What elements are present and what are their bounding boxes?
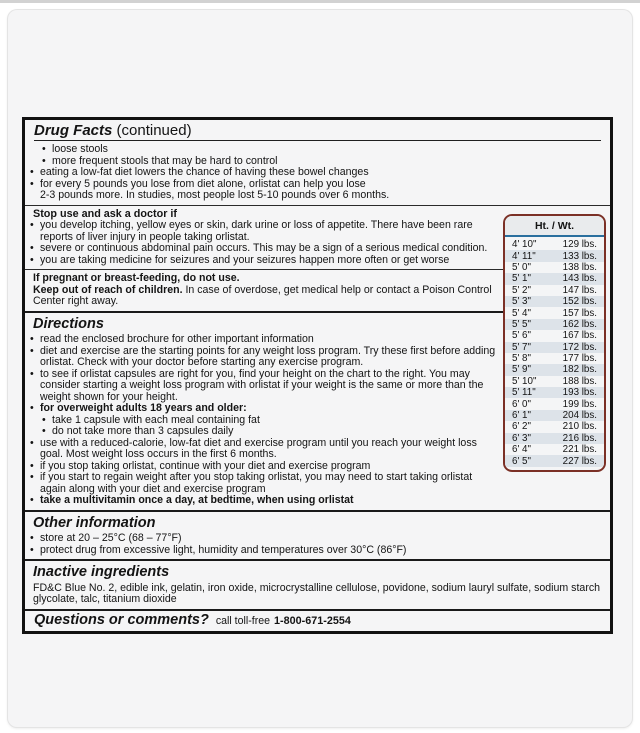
toll-free-text: call toll-free: [215, 614, 271, 627]
bullet-list: [30, 144, 605, 202]
list-item: • take 1 capsule with each meal containing fat: [42, 413, 260, 426]
questions-heading: Questions or comments?: [34, 611, 209, 628]
height-cell: 6' 3": [512, 432, 531, 444]
height-cell: 5' 4": [512, 307, 531, 319]
drug-facts-header: [25, 120, 610, 140]
weight-cell: 152 lbs.: [562, 296, 597, 308]
table-row: [505, 455, 604, 466]
bullet-list: [30, 533, 605, 556]
weight-cell: 177 lbs.: [562, 353, 597, 365]
table-row: [505, 353, 604, 364]
list-item: • for every 5 pounds you lose from diet alone, orlistat can help you lose: [30, 177, 366, 190]
weight-cell: 182 lbs.: [562, 364, 597, 376]
other-information-heading: Other information: [33, 514, 156, 531]
inactive-ingredients-text: FD&C Blue No. 2, edible ink, gelatin, iron oxide, microcrystalline cellulose, povidone, sodium lauryl sulfate, sodium starch glycolate, talc, titanium dioxide: [33, 581, 601, 605]
list-item: • severe or continuous abdominal pain occurs. This may be a sign of a serious medical condition.: [30, 242, 488, 254]
height-weight-chart-header: Ht. / Wt.: [505, 216, 604, 237]
table-row: [505, 444, 604, 455]
table-row: [505, 296, 604, 307]
list-item: • if you start to regain weight after you stop taking orlistat, you may need to start taking orlistat again along with your diet and exercise program: [30, 471, 473, 495]
weight-cell: 193 lbs.: [562, 387, 597, 399]
section-bowel-changes: [25, 141, 610, 205]
table-row: [505, 398, 604, 409]
table-row: [505, 376, 604, 387]
list-item: • store at 20 – 25°C (68 – 77°F): [30, 532, 182, 544]
weight-cell: 221 lbs.: [562, 444, 597, 456]
bullet-list: [30, 334, 500, 507]
table-row: [505, 250, 604, 261]
weight-cell: 167 lbs.: [562, 330, 597, 342]
bullet-marker: •: [30, 253, 34, 266]
height-cell: 5' 3": [512, 296, 531, 308]
weight-cell: 210 lbs.: [562, 421, 597, 433]
height-cell: 5' 0": [512, 261, 531, 273]
list-item: • if you stop taking orlistat, continue with your diet and exercise program: [30, 459, 371, 472]
bullet-marker: •: [30, 494, 34, 506]
list-item: • read the enclosed brochure for other important information: [30, 333, 314, 345]
inactive-ingredients-heading: Inactive ingredients: [33, 564, 170, 580]
weight-cell: 138 lbs.: [562, 261, 597, 273]
height-cell: 4' 10": [512, 239, 537, 251]
height-cell: 4' 11": [512, 250, 536, 262]
height-cell: 6' 0": [512, 398, 531, 410]
weight-cell: 227 lbs.: [562, 455, 597, 467]
list-item: • take a multivitamin once a day, at bedtime, when using orlistat: [30, 494, 354, 506]
weight-cell: 188 lbs.: [562, 375, 597, 387]
list-item: • eating a low-fat diet lowers the chance of having these bowel changes: [30, 166, 369, 178]
bullet-marker: •: [42, 143, 46, 155]
stop-use-heading: Stop use and ask a doctor if: [33, 207, 177, 220]
pregnancy-warning: If pregnant or breast-feeding, do not use.: [33, 272, 240, 284]
table-row: [505, 342, 604, 353]
bullet-marker: •: [42, 154, 46, 167]
bullet-list: [30, 220, 500, 266]
bullet-marker: •: [30, 459, 34, 472]
section-inactive-ingredients: [25, 561, 610, 609]
section-other-information: [25, 512, 610, 560]
list-item: • to see if orlistat capsules are right for you, find your height on the chart to the right. You may consider starting a weight loss program with orlistat if your weight is the same or more than the weight shown for your height.: [30, 367, 484, 403]
drug-facts-panel: [22, 117, 613, 634]
list-item: • protect drug from excessive light, humidity and temperatures over 30°C (86°F): [30, 543, 407, 556]
list-item: • loose stools: [42, 143, 108, 155]
children-warning: Keep out of reach of children. In case of overdose, get medical help or contact a Poison Control Center right away.: [33, 283, 492, 307]
table-row: [505, 433, 604, 444]
table-row: [505, 319, 604, 330]
height-cell: 5' 7": [512, 341, 531, 353]
table-row: [505, 421, 604, 432]
phone-number: 1-800-671-2554: [274, 614, 351, 627]
bullet-marker: •: [30, 543, 34, 556]
bullet-marker: •: [30, 177, 34, 190]
height-cell: 5' 11": [512, 387, 536, 399]
height-weight-chart: [503, 214, 606, 472]
weight-cell: 143 lbs.: [562, 273, 597, 285]
height-cell: 6' 2": [512, 421, 531, 433]
drug-facts-continued: (continued): [116, 122, 192, 139]
table-row: [505, 262, 604, 273]
height-cell: 5' 1": [512, 273, 531, 285]
height-cell: 5' 10": [512, 375, 537, 387]
list-item: • you develop itching, yellow eyes or skin, dark urine or loss of appetite. There have been rare reports of liver injury in people taking orlistat.: [30, 219, 473, 243]
height-weight-chart-body: [505, 237, 604, 470]
table-row: [505, 330, 604, 341]
height-cell: 5' 5": [512, 318, 531, 330]
bullet-marker: •: [30, 532, 34, 544]
table-row: [505, 307, 604, 318]
weight-cell: 216 lbs.: [562, 432, 597, 444]
height-cell: 5' 9": [512, 364, 531, 376]
list-item: • use with a reduced-calorie, low-fat diet and exercise program until you reach your weight loss goal. Most weight loss occurs in the first 6 months.: [30, 436, 477, 460]
weight-cell: 157 lbs.: [562, 307, 597, 319]
list-item: • you are taking medicine for seizures and your seizures happen more often or get worse: [30, 253, 450, 266]
height-cell: 6' 4": [512, 444, 531, 456]
weight-cell: 204 lbs.: [562, 410, 597, 422]
table-row: [505, 410, 604, 421]
list-item: • for overweight adults 18 years and older:: [30, 402, 247, 414]
bullet-marker: •: [42, 413, 46, 426]
bullet-marker: •: [30, 333, 34, 345]
weight-cell: 133 lbs.: [562, 250, 597, 262]
height-cell: 5' 6": [512, 330, 531, 342]
section-questions: [25, 611, 610, 632]
list-item: • do not take more than 3 capsules daily: [42, 425, 234, 437]
height-cell: 6' 5": [512, 455, 531, 467]
bullet-marker: •: [30, 166, 34, 178]
bullet-marker: •: [30, 471, 34, 483]
bullet-marker: •: [30, 219, 34, 231]
height-cell: 5' 8": [512, 353, 531, 365]
table-row: [505, 285, 604, 296]
drug-facts-title: Drug Facts: [34, 122, 113, 139]
bullet-marker: •: [30, 436, 34, 449]
bullet-marker: •: [30, 402, 34, 414]
list-item: • diet and exercise are the starting points for any weight loss program. Try these first before adding orlistat. Check with your doctor before starting any exercise program.: [30, 344, 496, 368]
list-item: • more frequent stools that may be hard to control: [42, 154, 278, 167]
bullet-marker: •: [30, 242, 34, 254]
bullet-marker: •: [30, 367, 34, 380]
weight-cell: 147 lbs.: [562, 284, 597, 296]
photo-edge: [0, 0, 640, 3]
weight-cell: 129 lbs.: [562, 239, 597, 251]
bullet-marker: •: [42, 425, 46, 437]
label-card: [8, 10, 632, 727]
table-row: [505, 273, 604, 284]
height-cell: 5' 2": [512, 284, 531, 296]
table-row: [505, 364, 604, 375]
weight-cell: 172 lbs.: [562, 341, 597, 353]
list-item: 2-3 pounds more. In studies, most people lost 5-10 pounds over 6 months.: [40, 189, 390, 201]
height-cell: 6' 1": [512, 410, 531, 422]
weight-cell: 199 lbs.: [562, 398, 597, 410]
weight-cell: 162 lbs.: [562, 318, 597, 330]
directions-heading: Directions: [33, 315, 104, 332]
table-row: [505, 387, 604, 398]
table-row: [505, 239, 604, 250]
bullet-marker: •: [30, 344, 34, 357]
